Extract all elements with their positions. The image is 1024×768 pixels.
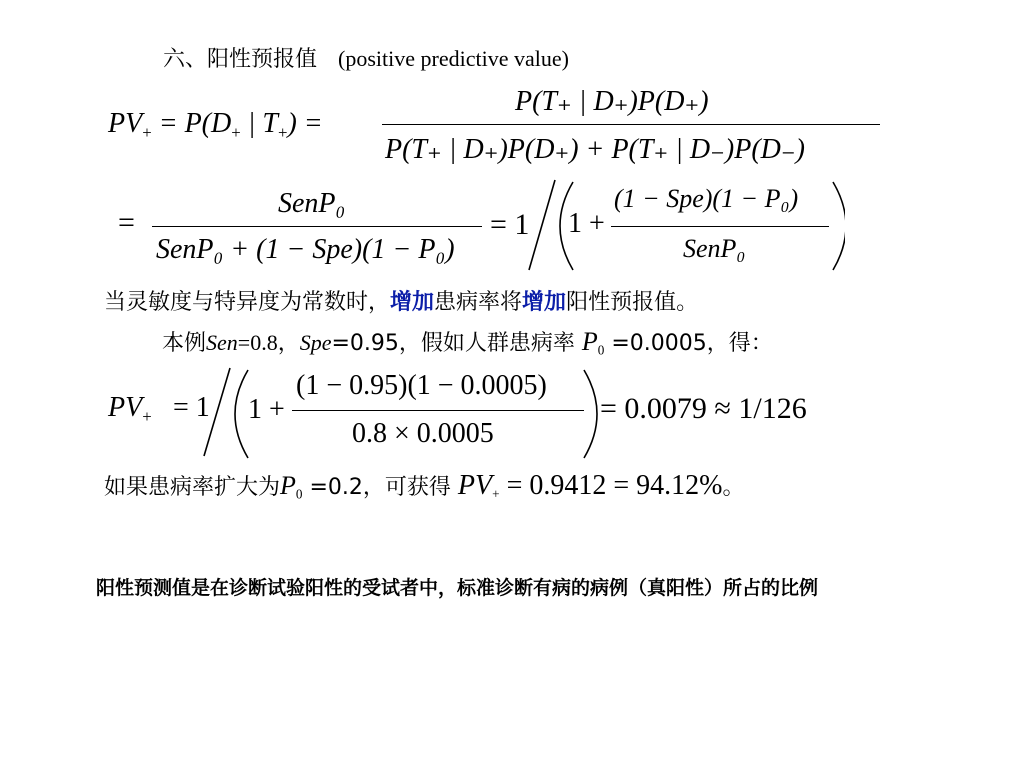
- eq3-pv: PV: [108, 392, 143, 423]
- eq3-numerator: (1 − 0.95)(1 − 0.0005): [296, 370, 547, 401]
- eq3-result: = 0.0079 ≈ 1/126: [600, 392, 807, 425]
- line3-p4: 。: [722, 475, 745, 500]
- eq3-fraction-bar: [292, 410, 584, 411]
- line1-part2: 患病率将: [434, 290, 523, 315]
- eq1-lhs: [108, 108, 323, 143]
- eq1-mid3: ) =: [287, 108, 323, 139]
- eq2-numerator: SenP₀: [278, 188, 346, 219]
- eq2-inner-denominator: SenP₀: [683, 234, 746, 263]
- eq3-denominator: 0.8 × 0.0005: [352, 418, 494, 449]
- eq1-mid2: | T: [240, 108, 278, 139]
- line2-p0-sub: 0: [597, 342, 605, 358]
- line1-highlight-2: 增加: [522, 290, 567, 315]
- line2-sen: Sen: [206, 330, 238, 355]
- line3-pv: PV: [457, 470, 493, 501]
- line1-highlight-1: 增加: [390, 290, 435, 315]
- heading-en: (positive predictive value): [338, 46, 569, 71]
- line3-pv-sub: +: [492, 486, 500, 502]
- text-line-1: [104, 285, 698, 316]
- eq3-inner-one: 1 +: [248, 394, 285, 425]
- line3-p0: P: [280, 471, 296, 500]
- eq1-pv: PV: [108, 108, 143, 139]
- text-line-2: [162, 326, 773, 359]
- line2-p3: =0.95，假如人群患病率: [331, 331, 575, 356]
- eq1-denominator: P(T₊ | D₊)P(D₊) + P(T₊ | D₋)P(D₋): [385, 134, 805, 165]
- eq2-inner-fraction-bar: [611, 226, 829, 227]
- eq2-inner-numerator: (1 − Spe)(1 − P₀): [614, 184, 799, 213]
- eq1-mid-sub1: +: [231, 122, 241, 142]
- eq1-fraction-bar: [382, 124, 880, 125]
- line1-part1: 当灵敏度与特异度为常数时，: [104, 290, 391, 315]
- section-heading: [163, 42, 569, 73]
- eq3-lhs: [108, 392, 152, 427]
- eq1-numerator: P(T₊ | D₊)P(D₊): [515, 86, 709, 117]
- heading-cn: 六、阳性预报值: [163, 47, 318, 72]
- line3-p1: 如果患病率扩大为: [104, 475, 281, 500]
- line2-p1: 本例: [162, 331, 207, 356]
- line3-result: = 0.9412 = 94.12%: [499, 470, 723, 501]
- eq3-pv-sub: +: [142, 406, 152, 426]
- line2-p2: =0.8，: [237, 330, 300, 355]
- text-line-3: [104, 470, 745, 503]
- eq2-fraction-bar: [152, 226, 482, 227]
- eq2-inner-one: 1 +: [568, 208, 605, 239]
- line3-p0-sub: 0: [295, 486, 303, 502]
- line2-spe: Spe: [299, 330, 332, 355]
- definition-note: 阳性预测值是在诊断试验阳性的受试者中，标准诊断有病的病例（真阳性）所占的比例: [96, 577, 819, 599]
- line3-p2: =0.2，可获得: [302, 475, 451, 500]
- eq3-equals-one: = 1: [173, 392, 210, 423]
- eq1-pv-sub: +: [142, 122, 152, 142]
- eq1-mid-sub2: +: [277, 122, 288, 142]
- line2-p0: P: [581, 327, 598, 356]
- line2-p4: =0.0005，得：: [604, 331, 773, 356]
- eq2-equals: =: [118, 206, 135, 239]
- eq2-equals-one: = 1: [490, 208, 530, 241]
- line1-part3: 阳性预报值。: [566, 290, 699, 315]
- eq1-mid: = P(D: [158, 108, 232, 139]
- eq2-denominator: SenP₀ + (1 − Spe)(1 − P₀): [156, 234, 455, 265]
